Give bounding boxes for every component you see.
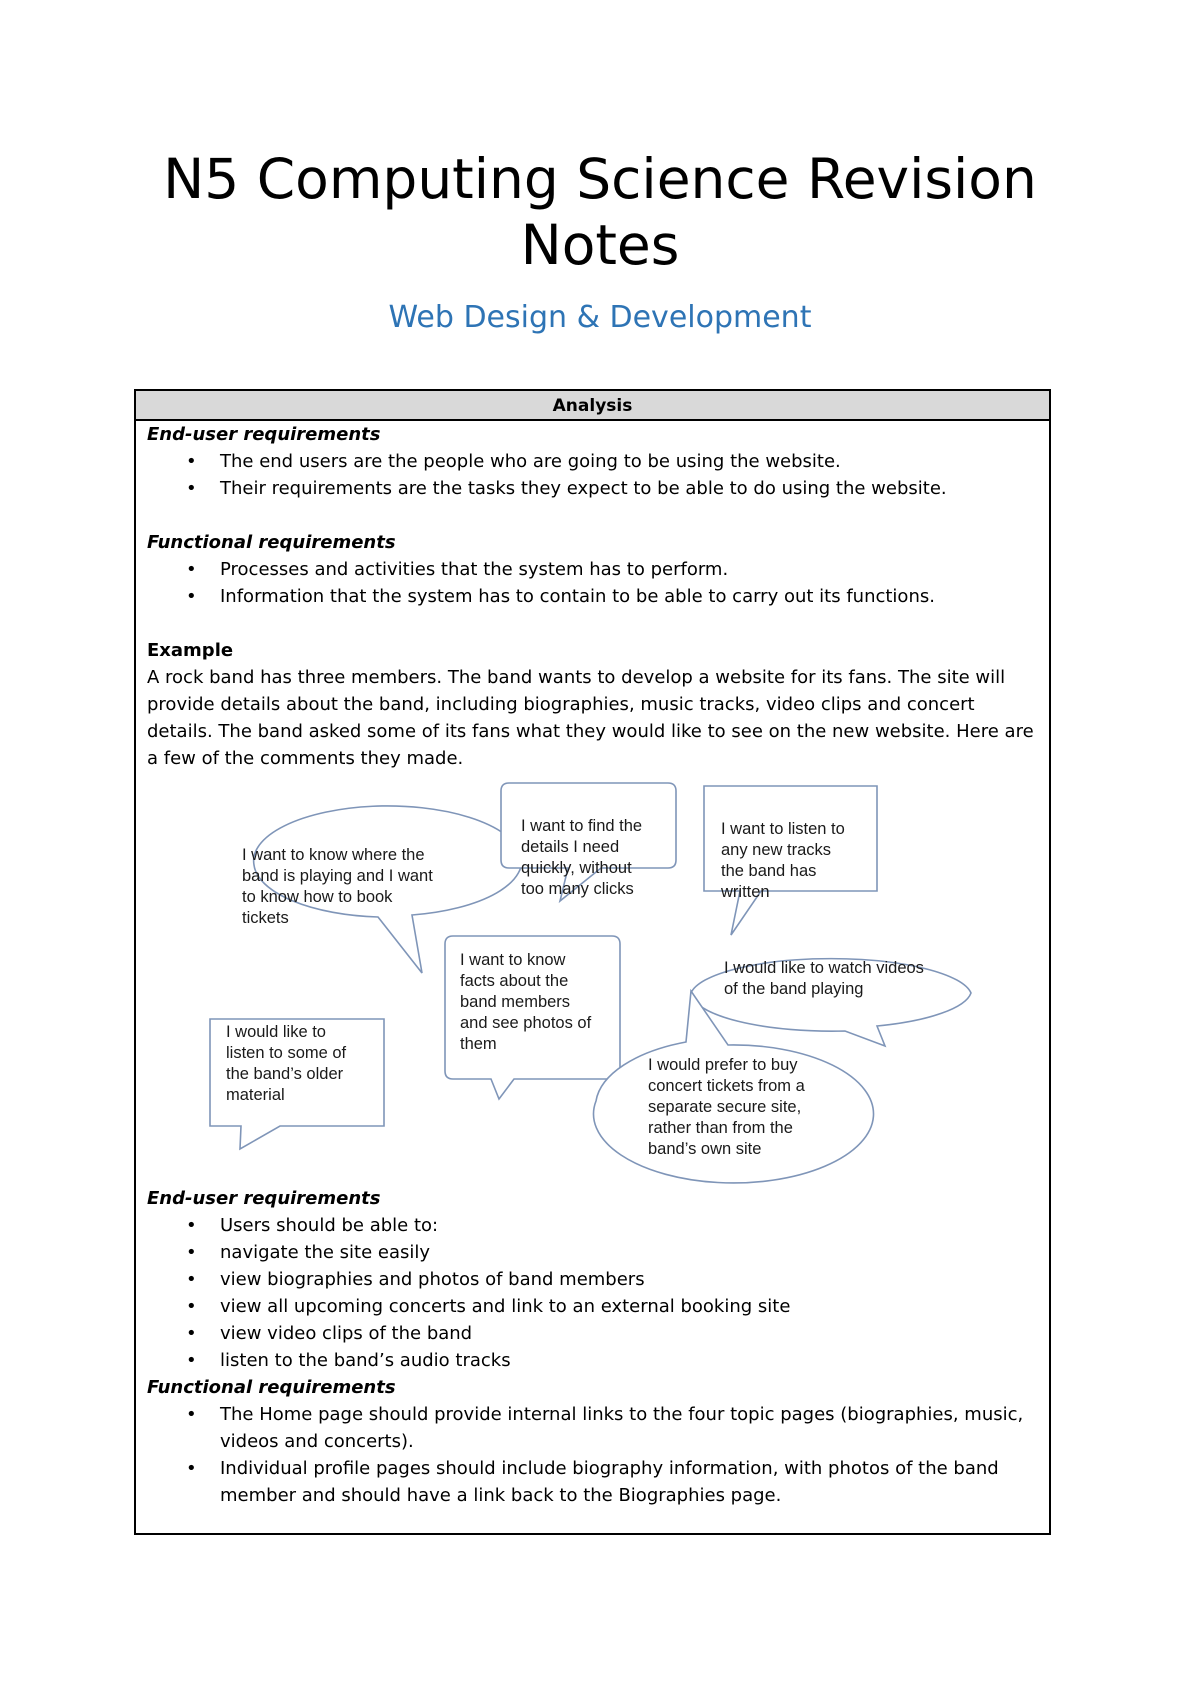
bubble-2-line4: too many clicks <box>521 880 634 898</box>
bullet-list <box>147 1212 1038 1374</box>
functional-requirements-section-2 <box>147 1374 1038 1509</box>
bubble-4-line4: and see photos of <box>460 1014 592 1032</box>
bubble-5-line1: I would like to watch videos <box>724 959 924 977</box>
list-item: • Individual profile pages should include biography information, with photos of the band member and should have a link back to the Biographies page. <box>147 1455 1038 1509</box>
list-item: • view video clips of the band <box>147 1320 1038 1347</box>
section-title: Example <box>147 640 234 661</box>
bubble-1-line4: tickets <box>242 909 289 927</box>
bubble-7-line5: band’s own site <box>648 1140 762 1158</box>
bubble-7-line1: I would prefer to buy <box>648 1056 798 1074</box>
bubble-3-line2: any new tracks <box>721 841 832 859</box>
bubble-6-line4: material <box>226 1086 285 1104</box>
page-title-line2: Notes <box>520 213 680 277</box>
page-subtitle: Web Design & Development <box>388 300 812 335</box>
section-title: End-user requirements <box>147 1188 381 1209</box>
section-title: Functional requirements <box>147 532 396 553</box>
end-user-requirements-section-2 <box>147 1185 1038 1374</box>
bubble-4-line5: them <box>460 1035 497 1053</box>
analysis-box <box>134 389 1051 1535</box>
bubble-6-line3: the band’s older <box>226 1065 344 1083</box>
bubble-4-line2: facts about the <box>460 972 569 990</box>
bubble-1-line1: I want to know where the <box>242 846 425 864</box>
example-paragraph: A rock band has three members. The band wants to develop a website for its fans. The site will provide details about the band, including biographies, music tracks, video clips and concert details. The band asked some of its fans what they would like to see on the new website. Here are a few of the comments they made. <box>147 667 1034 769</box>
list-item: • Their requirements are the tasks they expect to be able to do using the website. <box>147 475 1038 502</box>
list-item: • view all upcoming concerts and link to an external booking site <box>147 1293 1038 1320</box>
bubble-3-line4: written <box>721 883 770 901</box>
list-item: • Users should be able to: <box>147 1212 1038 1239</box>
bubble-1-line2: band is playing and I want <box>242 867 433 885</box>
bubble-3-line1: I want to listen to <box>721 820 845 838</box>
section-title: Functional requirements <box>147 1377 396 1398</box>
speech-bubble-3 <box>704 786 877 935</box>
bubble-6-line1: I would like to <box>226 1023 326 1041</box>
list-item: • navigate the site easily <box>147 1239 1038 1266</box>
bubble-1-line3: to know how to book <box>242 888 393 906</box>
bubble-2-line3: quickly, without <box>521 859 632 877</box>
bubble-4-line3: band members <box>460 993 571 1011</box>
list-item: • view biographies and photos of band members <box>147 1266 1038 1293</box>
list-item: • The end users are the people who are going to be using the website. <box>147 448 1038 475</box>
bubble-6-line2: listen to some of <box>226 1044 347 1062</box>
page-title-line1: N5 Computing Science Revision <box>163 147 1037 211</box>
bubble-3-line3: the band has <box>721 862 817 880</box>
list-item: • listen to the band’s audio tracks <box>147 1347 1038 1374</box>
list-item: • Processes and activities that the system has to perform. <box>147 556 1038 583</box>
bubble-2-line1: I want to find the <box>521 817 643 835</box>
bubble-4-line1: I want to know <box>460 951 566 969</box>
bubble-7-line3: separate secure site, <box>648 1098 802 1116</box>
section-title: End-user requirements <box>147 424 381 445</box>
bullet-list <box>147 1401 1038 1509</box>
page-title <box>0 146 1200 278</box>
bubble-2-line2: details I need <box>521 838 620 856</box>
bubble-7-line2: concert tickets from a <box>648 1077 805 1095</box>
bubble-7-line4: rather than from the <box>648 1119 793 1137</box>
bubble-5-line2: of the band playing <box>724 980 864 998</box>
analysis-heading: Analysis <box>136 391 1049 421</box>
list-item: • The Home page should provide internal links to the four topic pages (biographies, music, videos and concerts). <box>147 1401 1038 1455</box>
list-item: • Information that the system has to contain to be able to carry out its functions. <box>147 583 1038 610</box>
